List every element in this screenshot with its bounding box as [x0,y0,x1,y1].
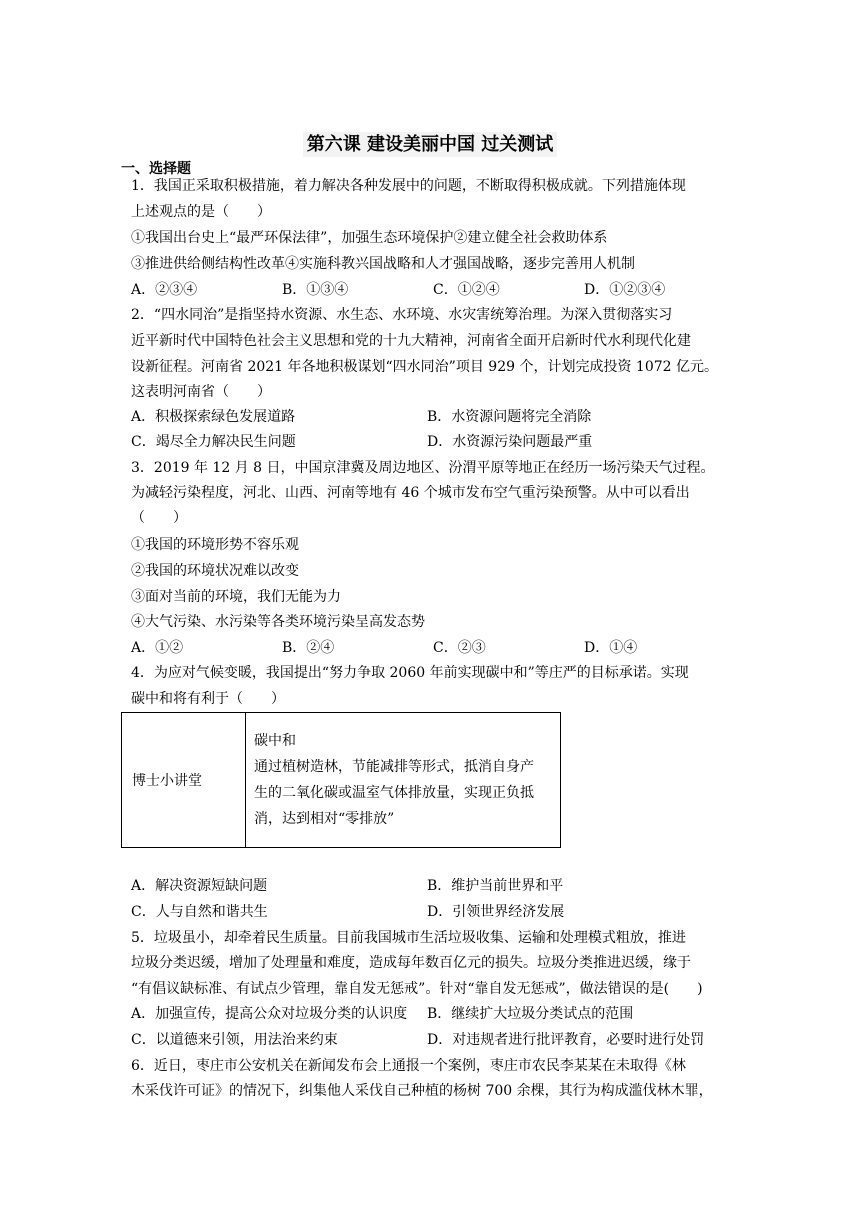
q1-stem-line-2: 上述观点的是（ ） [131,204,271,220]
q4-stem-line-1: 4．为应对气候变暖，我国提出“努力争取 2060 年前实现碳中和”等庄严的目标承诺。实现 [131,665,689,681]
knowledge-box-line-1: 通过植树造林，节能减排等形式，抵消自身产 [254,759,534,775]
q1-option-c[interactable]: C．①②④ [433,282,500,298]
q6-stem-line-1: 6．近日，枣庄市公安机关在新闻发布会上通报一个案例，枣庄市农民李某某在未取得《林 [131,1058,686,1074]
knowledge-box [121,712,561,848]
q3-option-c[interactable]: C．②③ [433,640,486,656]
q2-stem-line-4: 这表明河南省（ ） [131,384,271,400]
q5-option-c[interactable]: C．以道德来引领，用法治来约束 [131,1032,338,1048]
q4-option-b[interactable]: B．维护当前世界和平 [427,878,564,894]
q2-option-b[interactable]: B．水资源问题将完全消除 [427,409,592,425]
q2-stem-line-2: 近平新时代中国特色社会主义思想和党的十九大精神，河南省全面开启新时代水利现代化建 [131,333,691,349]
q3-statement-3: ③面对当前的环境，我们无能为力 [131,589,341,605]
q5-stem-line-3: “有倡议缺标准、有试点少管理，靠自发无惩戒”。针对“靠自发无惩戒”，做法错误的是( ) [131,981,703,997]
knowledge-box-line-3: 消，达到相对“零排放” [254,811,395,827]
q5-stem-line-2: 垃圾分类迟缓，增加了处理量和难度，造成每年数百亿元的损失。垃圾分类推进迟缓，缘于 [131,955,691,971]
q4-option-c[interactable]: C．人与自然和谐共生 [131,904,268,920]
q1-option-a[interactable]: A．②③④ [131,282,198,298]
q4-option-d[interactable]: D．引领世界经济发展 [427,904,565,920]
q4-option-a[interactable]: A．解决资源短缺问题 [131,878,268,894]
q3-statement-4: ④大气污染、水污染等各类环境污染呈高发态势 [131,614,425,630]
knowledge-box-heading: 碳中和 [254,733,296,749]
knowledge-box-line-2: 生的二氧化碳或温室气体排放量，实现正负抵 [254,785,534,801]
q3-statement-2: ②我国的环境状况难以改变 [131,563,299,579]
q3-option-b[interactable]: B．②④ [282,640,335,656]
q1-stem-line-1: 1．我国正采取积极措施，着力解决各种发展中的问题，不断取得积极成就。下列措施体现 [131,178,686,194]
q1-statement-1: ①我国出台史上“最严环保法律”，加强生态环境保护②建立健全社会救助体系 [131,230,608,246]
q1-option-b[interactable]: B．①③④ [282,282,349,298]
q1-statement-2: ③推进供给侧结构性改革④实施科教兴国战略和人才强国战略，逐步完善用人机制 [131,256,635,272]
q1-option-d[interactable]: D．①②③④ [584,282,666,298]
q5-option-d[interactable]: D．对违规者进行批评教育，必要时进行处罚 [427,1032,705,1048]
q2-option-a[interactable]: A．积极探索绿色发展道路 [131,409,296,425]
q2-stem-line-3: 设新征程。河南省 2021 年各地积极谋划“四水同治”项目 929 个，计划完成投资 1072 亿元。 [131,359,718,375]
q6-stem-line-2: 木采伐许可证》的情况下，纠集他人采伐自己种植的杨树 700 余棵，其行为构成滥伐林木罪， [131,1083,713,1099]
q2-option-d[interactable]: D．水资源污染问题最严重 [427,434,593,450]
section-heading: 一、选择题 [121,161,191,177]
q4-stem-line-2: 碳中和将有利于（ ） [131,691,285,707]
knowledge-box-content [246,713,561,848]
page-title: 第六课 建设美丽中国 过关测试 [0,130,860,156]
q2-option-c[interactable]: C．竭尽全力解决民生问题 [131,434,296,450]
q3-stem-line-3: （ ） [131,510,187,526]
q3-statement-1: ①我国的环境形势不容乐观 [131,537,299,553]
knowledge-box-label: 博士小讲堂 [122,713,246,848]
q5-option-a[interactable]: A．加强宣传，提高公众对垃圾分类的认识度 [131,1006,408,1022]
q3-stem-line-2: 为减轻污染程度，河北、山西、河南等地有 46 个城市发布空气重污染预警。从中可以看出 [131,485,690,501]
q2-stem-line-1: 2．“四水同治”是指坚持水资源、水生态、水环境、水灾害统筹治理。为深入贯彻落实习 [131,307,673,323]
q3-stem-line-1: 3．2019 年 12 月 8 日，中国京津冀及周边地区、汾渭平原等地正在经历一场污染天气过程。 [131,460,715,476]
q3-option-a[interactable]: A．①② [131,640,184,656]
q3-option-d[interactable]: D．①④ [584,640,638,656]
q5-stem-line-1: 5．垃圾虽小，却牵着民生质量。目前我国城市生活垃圾收集、运输和处理模式粗放，推进 [131,930,686,946]
q5-option-b[interactable]: B．继续扩大垃圾分类试点的范围 [427,1006,634,1022]
